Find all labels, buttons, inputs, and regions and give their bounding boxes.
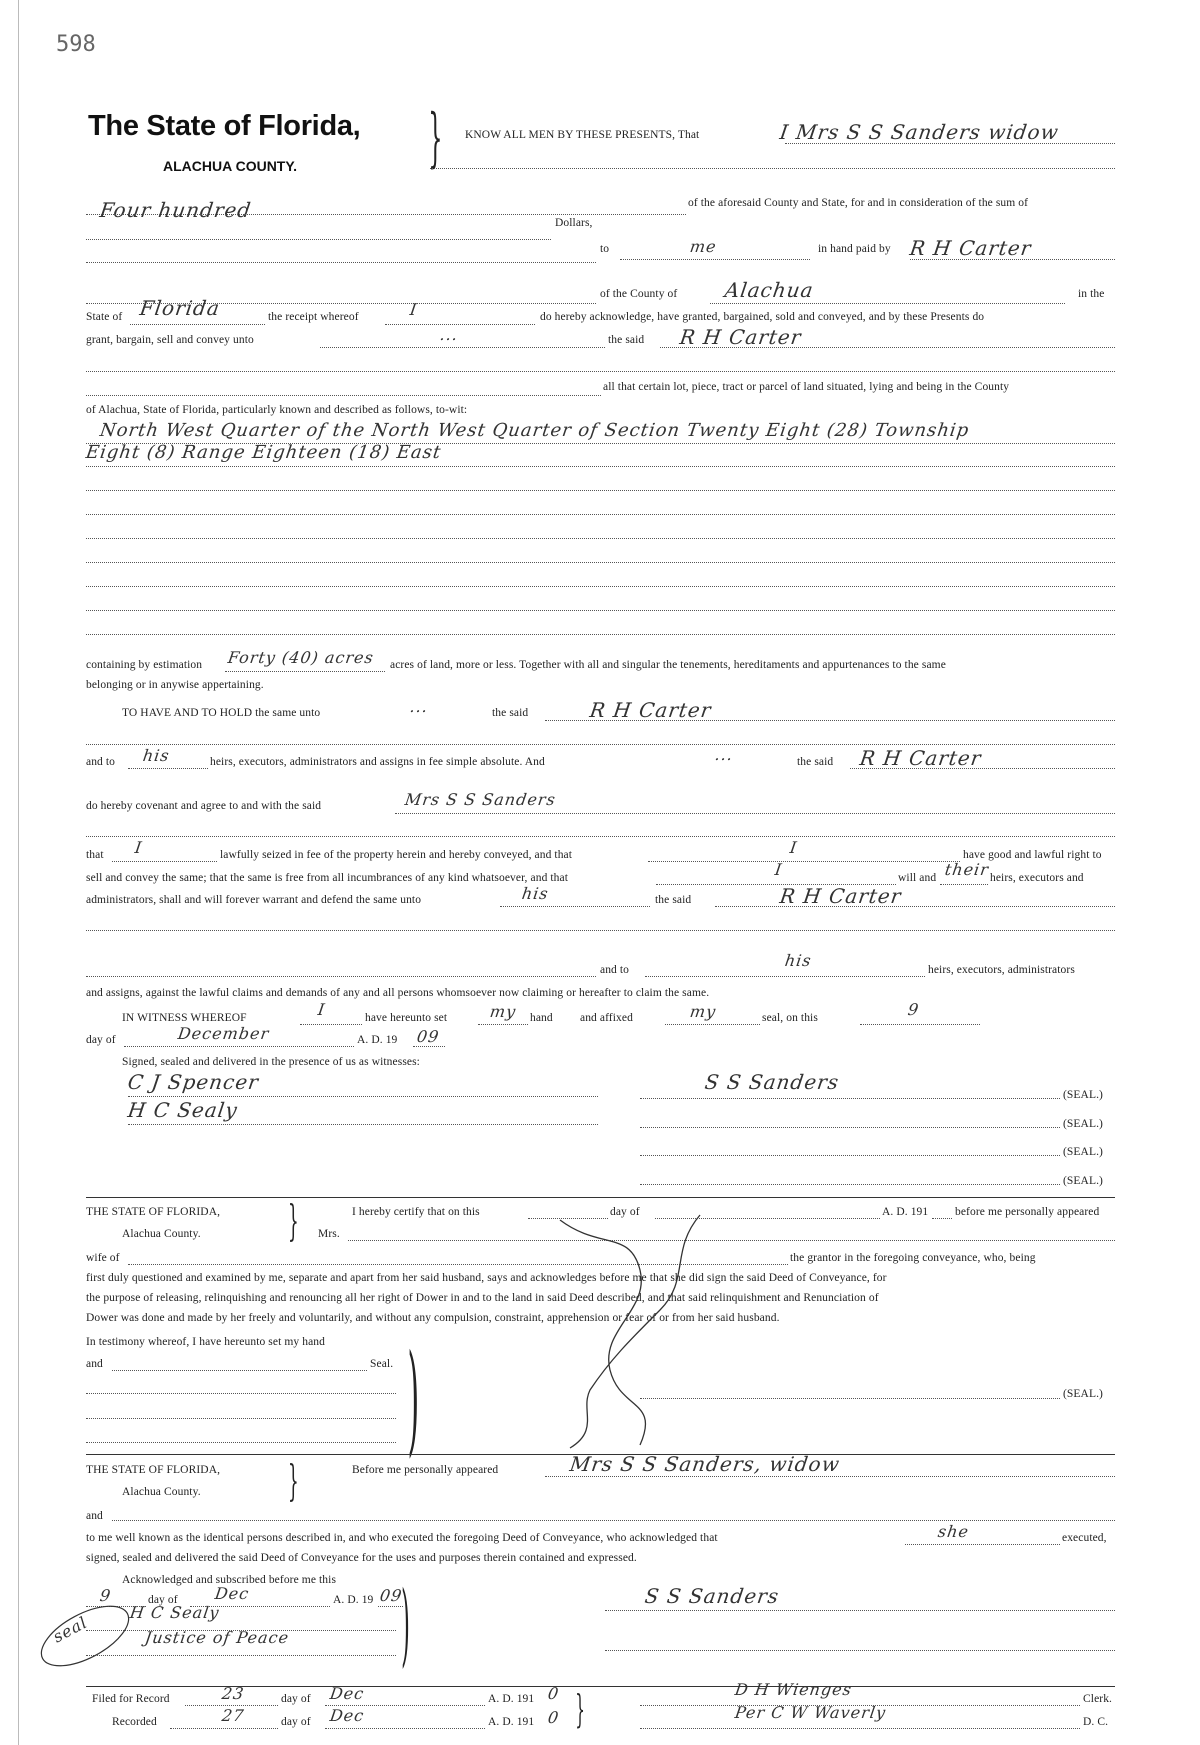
- rec-ad: A. D. 191: [488, 1716, 535, 1728]
- hw-witness-2: H C Sealy: [126, 1098, 240, 1122]
- cert2-title: Justice of Peace: [143, 1628, 291, 1647]
- hw-witness-who: I: [316, 1000, 327, 1019]
- cert2-day-num: 9: [98, 1586, 113, 1605]
- cert2-appeared: Mrs S S Sanders, widow: [568, 1452, 842, 1476]
- label-containing-by: containing by estimation: [86, 659, 203, 671]
- cert1-county: Alachua County.: [122, 1228, 201, 1240]
- label-to-have: TO HAVE AND TO HOLD the same unto: [122, 707, 321, 719]
- cert1-body-2: the purpose of releasing, relinquishing and renouncing all her right of Dower in and to the land in said Deed described, and that said relinquishment and Renunciation of: [86, 1292, 879, 1304]
- cert1-brace: }: [288, 1196, 299, 1245]
- hw-grantor: I Mrs S S Sanders widow: [778, 120, 1061, 144]
- cert2-signature: S S Sanders: [643, 1584, 781, 1608]
- label-have-good: have good and lawful right to: [963, 849, 1102, 861]
- county-heading: ALACHUA COUNTY.: [163, 158, 298, 174]
- cert2-officer: H C Sealy: [128, 1603, 221, 1622]
- label-day-of: day of: [86, 1034, 116, 1046]
- document-title: The State of Florida,: [88, 110, 361, 142]
- cert1-certify: I hereby certify that on this: [352, 1206, 480, 1218]
- dc-signature: Per C W Waverly: [733, 1703, 888, 1722]
- hw-hold-grantee: R H Carter: [588, 698, 714, 722]
- filed-month: Dec: [328, 1684, 366, 1703]
- seal-label-4: (SEAL.): [1063, 1175, 1103, 1187]
- filed-day-of: day of: [281, 1693, 311, 1705]
- filed-year: 0: [546, 1684, 561, 1703]
- label-the-said: the said: [608, 334, 645, 346]
- label-to: to: [600, 243, 610, 255]
- clerk-signature: D H Wienges: [733, 1680, 854, 1699]
- cert1-ad: A. D. 191: [882, 1206, 929, 1218]
- cert2-brace: }: [288, 1456, 299, 1505]
- seal-label-2: (SEAL.): [1063, 1118, 1103, 1130]
- label-administrators-shall: administrators, shall and will forever warrant and defend the same unto: [86, 894, 422, 906]
- label-hand: hand: [530, 1012, 553, 1024]
- hw-defend-grantee: R H Carter: [778, 884, 904, 908]
- hw-defend-pronoun: his: [520, 884, 550, 903]
- dc-label: D. C.: [1083, 1716, 1109, 1728]
- cert1-wife-of: wife of: [86, 1252, 120, 1264]
- hw-heirs-pronoun: his: [141, 746, 171, 765]
- cert1-body-1: first duly questioned and examined by me, separate and apart from her said husband, says and acknowledges before me that she did sign the said Deed of Conveyance, for: [86, 1272, 887, 1284]
- hw-sum: Four hundred: [98, 198, 253, 222]
- label-dollars: Dollars,: [555, 217, 593, 229]
- hw-will-heirs: their: [943, 860, 991, 879]
- hw-day-num: 9: [906, 1000, 921, 1019]
- cert1-day-of: day of: [610, 1206, 640, 1218]
- label-all-that-certain: all that certain lot, piece, tract or parcel of land situated, lying and being in the County: [603, 381, 1010, 393]
- hw-year: 09: [415, 1027, 441, 1046]
- label-that: that: [86, 849, 104, 861]
- hw-signature: S S Sanders: [703, 1070, 841, 1094]
- hw-hold-marks: ...: [408, 697, 430, 716]
- label-in-the: in the: [1078, 288, 1105, 300]
- label-sell-convey: sell and convey the same; that the same is free from all incumbrances of any kind whatsoever, and that: [86, 872, 569, 884]
- label-belonging: belonging or in anywise appertaining.: [86, 679, 264, 691]
- hw-grantee: R H Carter: [678, 325, 804, 349]
- seal-stamp-text: seal: [49, 1612, 91, 1647]
- cert2-year: 09: [378, 1586, 404, 1605]
- hw-that-who: I: [133, 838, 144, 857]
- label-will-and: will and: [898, 872, 937, 884]
- label-and-affixed: and affixed: [580, 1012, 633, 1024]
- hw-unto-marks: ...: [438, 325, 460, 344]
- hw-affixed-pronoun: my: [688, 1002, 718, 1021]
- rec-year: 0: [546, 1708, 561, 1727]
- cert2-executed: executed,: [1062, 1532, 1107, 1544]
- label-do-hereby-cov: do hereby covenant and agree to and with the said: [86, 800, 322, 812]
- seal-label-3: (SEAL.): [1063, 1146, 1103, 1158]
- label-ad: A. D. 19: [357, 1034, 398, 1046]
- hw-legal-desc-2: Eight (8) Range Eighteen (18) East: [84, 442, 443, 463]
- cert1-testimony: In testimony whereof, I have hereunto set my hand: [86, 1336, 325, 1348]
- label-of-county-state: of the aforesaid County and State, for and in consideration of the sum of: [688, 197, 1029, 209]
- label-and-assigns: and assigns, against the lawful claims and demands of any and all persons whomsoever now claiming or hereafter to claim the same.: [86, 987, 710, 999]
- rec-month: Dec: [328, 1706, 366, 1725]
- label-and-to-2: and to: [600, 964, 630, 976]
- cert2-body-2: signed, sealed and delivered the said Deed of Conveyance for the uses and purposes therein contained and expressed.: [86, 1552, 637, 1564]
- cert2-day-of: day of: [148, 1594, 178, 1606]
- label-the-said-4: the said: [655, 894, 692, 906]
- filed-day: 23: [220, 1684, 246, 1703]
- page-edge: [18, 0, 19, 1745]
- label-heirs-exec-admin: heirs, executors, administrators: [928, 964, 1075, 976]
- hw-to-whom: me: [688, 237, 718, 256]
- hw-acres: Forty (40) acres: [226, 648, 376, 667]
- page-number: 598: [56, 32, 96, 57]
- label-lawfully-seized: lawfully seized in fee of the property herein and hereby conveyed, and that: [220, 849, 573, 861]
- hw-and-to-pronoun: his: [783, 951, 813, 970]
- seal-stamp: [28, 1590, 143, 1675]
- hw-right-who: I: [788, 838, 799, 857]
- label-the-said-2: the said: [492, 707, 529, 719]
- clerk-label: Clerk.: [1083, 1693, 1113, 1705]
- label-of-alachua-state: of Alachua, State of Florida, particularly known and described as follows, to-wit:: [86, 404, 468, 416]
- header-brace: }: [428, 101, 443, 175]
- hw-county: Alachua: [723, 278, 816, 302]
- label-and-to: and to: [86, 756, 116, 768]
- cert1-before-me: before me personally appeared: [955, 1206, 1100, 1218]
- cert2-month: Dec: [213, 1584, 251, 1603]
- filing-brace: }: [575, 1687, 585, 1731]
- section-rule-1: [86, 1197, 1115, 1198]
- cert2-body-1: to me well known as the identical persons described in, and who executed the foregoing Deed of Conveyance, who acknowledged that: [86, 1532, 718, 1544]
- hw-witness-1: C J Spencer: [126, 1070, 261, 1094]
- hw-month: December: [176, 1024, 271, 1043]
- label-seal-on-this: seal, on this: [762, 1012, 818, 1024]
- label-heirs-exec: heirs, executors, administrators and assigns in fee simple absolute. And: [210, 756, 545, 768]
- hw-and-marks: ...: [713, 745, 735, 764]
- hw-set-pronoun: my: [488, 1002, 518, 1021]
- label-in-hand-paid: in hand paid by: [818, 243, 891, 255]
- label-do-hereby-ack: do hereby acknowledge, have granted, bargained, sold and conveyed, and by these Presents do: [540, 311, 985, 323]
- cert1-state: THE STATE OF FLORIDA,: [86, 1206, 221, 1218]
- hw-legal-desc-1: North West Quarter of the North West Quarter of Section Twenty Eight (28) Township: [98, 420, 971, 441]
- label-receipt-whereof: the receipt whereof: [268, 311, 359, 323]
- cert2-county: Alachua County.: [122, 1486, 201, 1498]
- label-have-hereunto: have hereunto set: [365, 1012, 448, 1024]
- cert1-seal-word: Seal.: [370, 1358, 394, 1370]
- rec-day: 27: [220, 1706, 246, 1725]
- cert1-mrs: Mrs.: [318, 1228, 340, 1240]
- label-state-of: State of: [86, 311, 123, 323]
- cancellation-scribble: [540, 1210, 720, 1450]
- cert2-state: THE STATE OF FLORIDA,: [86, 1464, 221, 1476]
- hw-covenant-with: Mrs S S Sanders: [403, 790, 558, 809]
- cert2-before-me: Before me personally appeared: [352, 1464, 499, 1476]
- label-the-said-3: the said: [797, 756, 834, 768]
- hw-paid-by: R H Carter: [908, 236, 1034, 260]
- know-all-text: KNOW ALL MEN BY THESE PRESENTS, That: [465, 129, 700, 141]
- cert2-right-brace: ): [401, 1572, 410, 1677]
- hw-receipt-by: I: [408, 300, 419, 319]
- seal-label-1: (SEAL.): [1063, 1089, 1103, 1101]
- label-of-the-county-of: of the County of: [600, 288, 678, 300]
- label-acres-of-land: acres of land, more or less. Together with all and singular the tenements, hereditaments and appurtenances to the same: [390, 659, 946, 671]
- cert2-ad: A. D. 19: [333, 1594, 374, 1606]
- cert1-grantor-text: the grantor in the foregoing conveyance, who, being: [790, 1252, 1036, 1264]
- cert1-seal: (SEAL.): [1063, 1388, 1103, 1400]
- hw-will-who: I: [773, 860, 784, 879]
- rec-day-of: day of: [281, 1716, 311, 1728]
- cert1-right-brace: ): [407, 1330, 420, 1469]
- cert1-body-3: Dower was done and made by her freely and voluntarily, and without any compulsion, constraint, apprehension or fear of or from her said husband.: [86, 1312, 780, 1324]
- filed-label: Filed for Record: [92, 1693, 170, 1705]
- cert1-and: and: [86, 1358, 103, 1370]
- filed-ad: A. D. 191: [488, 1693, 535, 1705]
- cert2-and: and: [86, 1510, 103, 1522]
- hw-state: Florida: [138, 296, 222, 320]
- cert2-acknowledged: Acknowledged and subscribed before me this: [122, 1574, 337, 1586]
- label-in-witness: IN WITNESS WHEREOF: [122, 1012, 247, 1024]
- cert2-who: she: [936, 1522, 971, 1541]
- label-signed-sealed: Signed, sealed and delivered in the presence of us as witnesses:: [122, 1056, 420, 1068]
- label-grant-bargain: grant, bargain, sell and convey unto: [86, 334, 254, 346]
- hw-and-grantee: R H Carter: [858, 746, 984, 770]
- recorded-label: Recorded: [112, 1716, 157, 1728]
- label-heirs-exec-and: heirs, executors and: [990, 872, 1084, 884]
